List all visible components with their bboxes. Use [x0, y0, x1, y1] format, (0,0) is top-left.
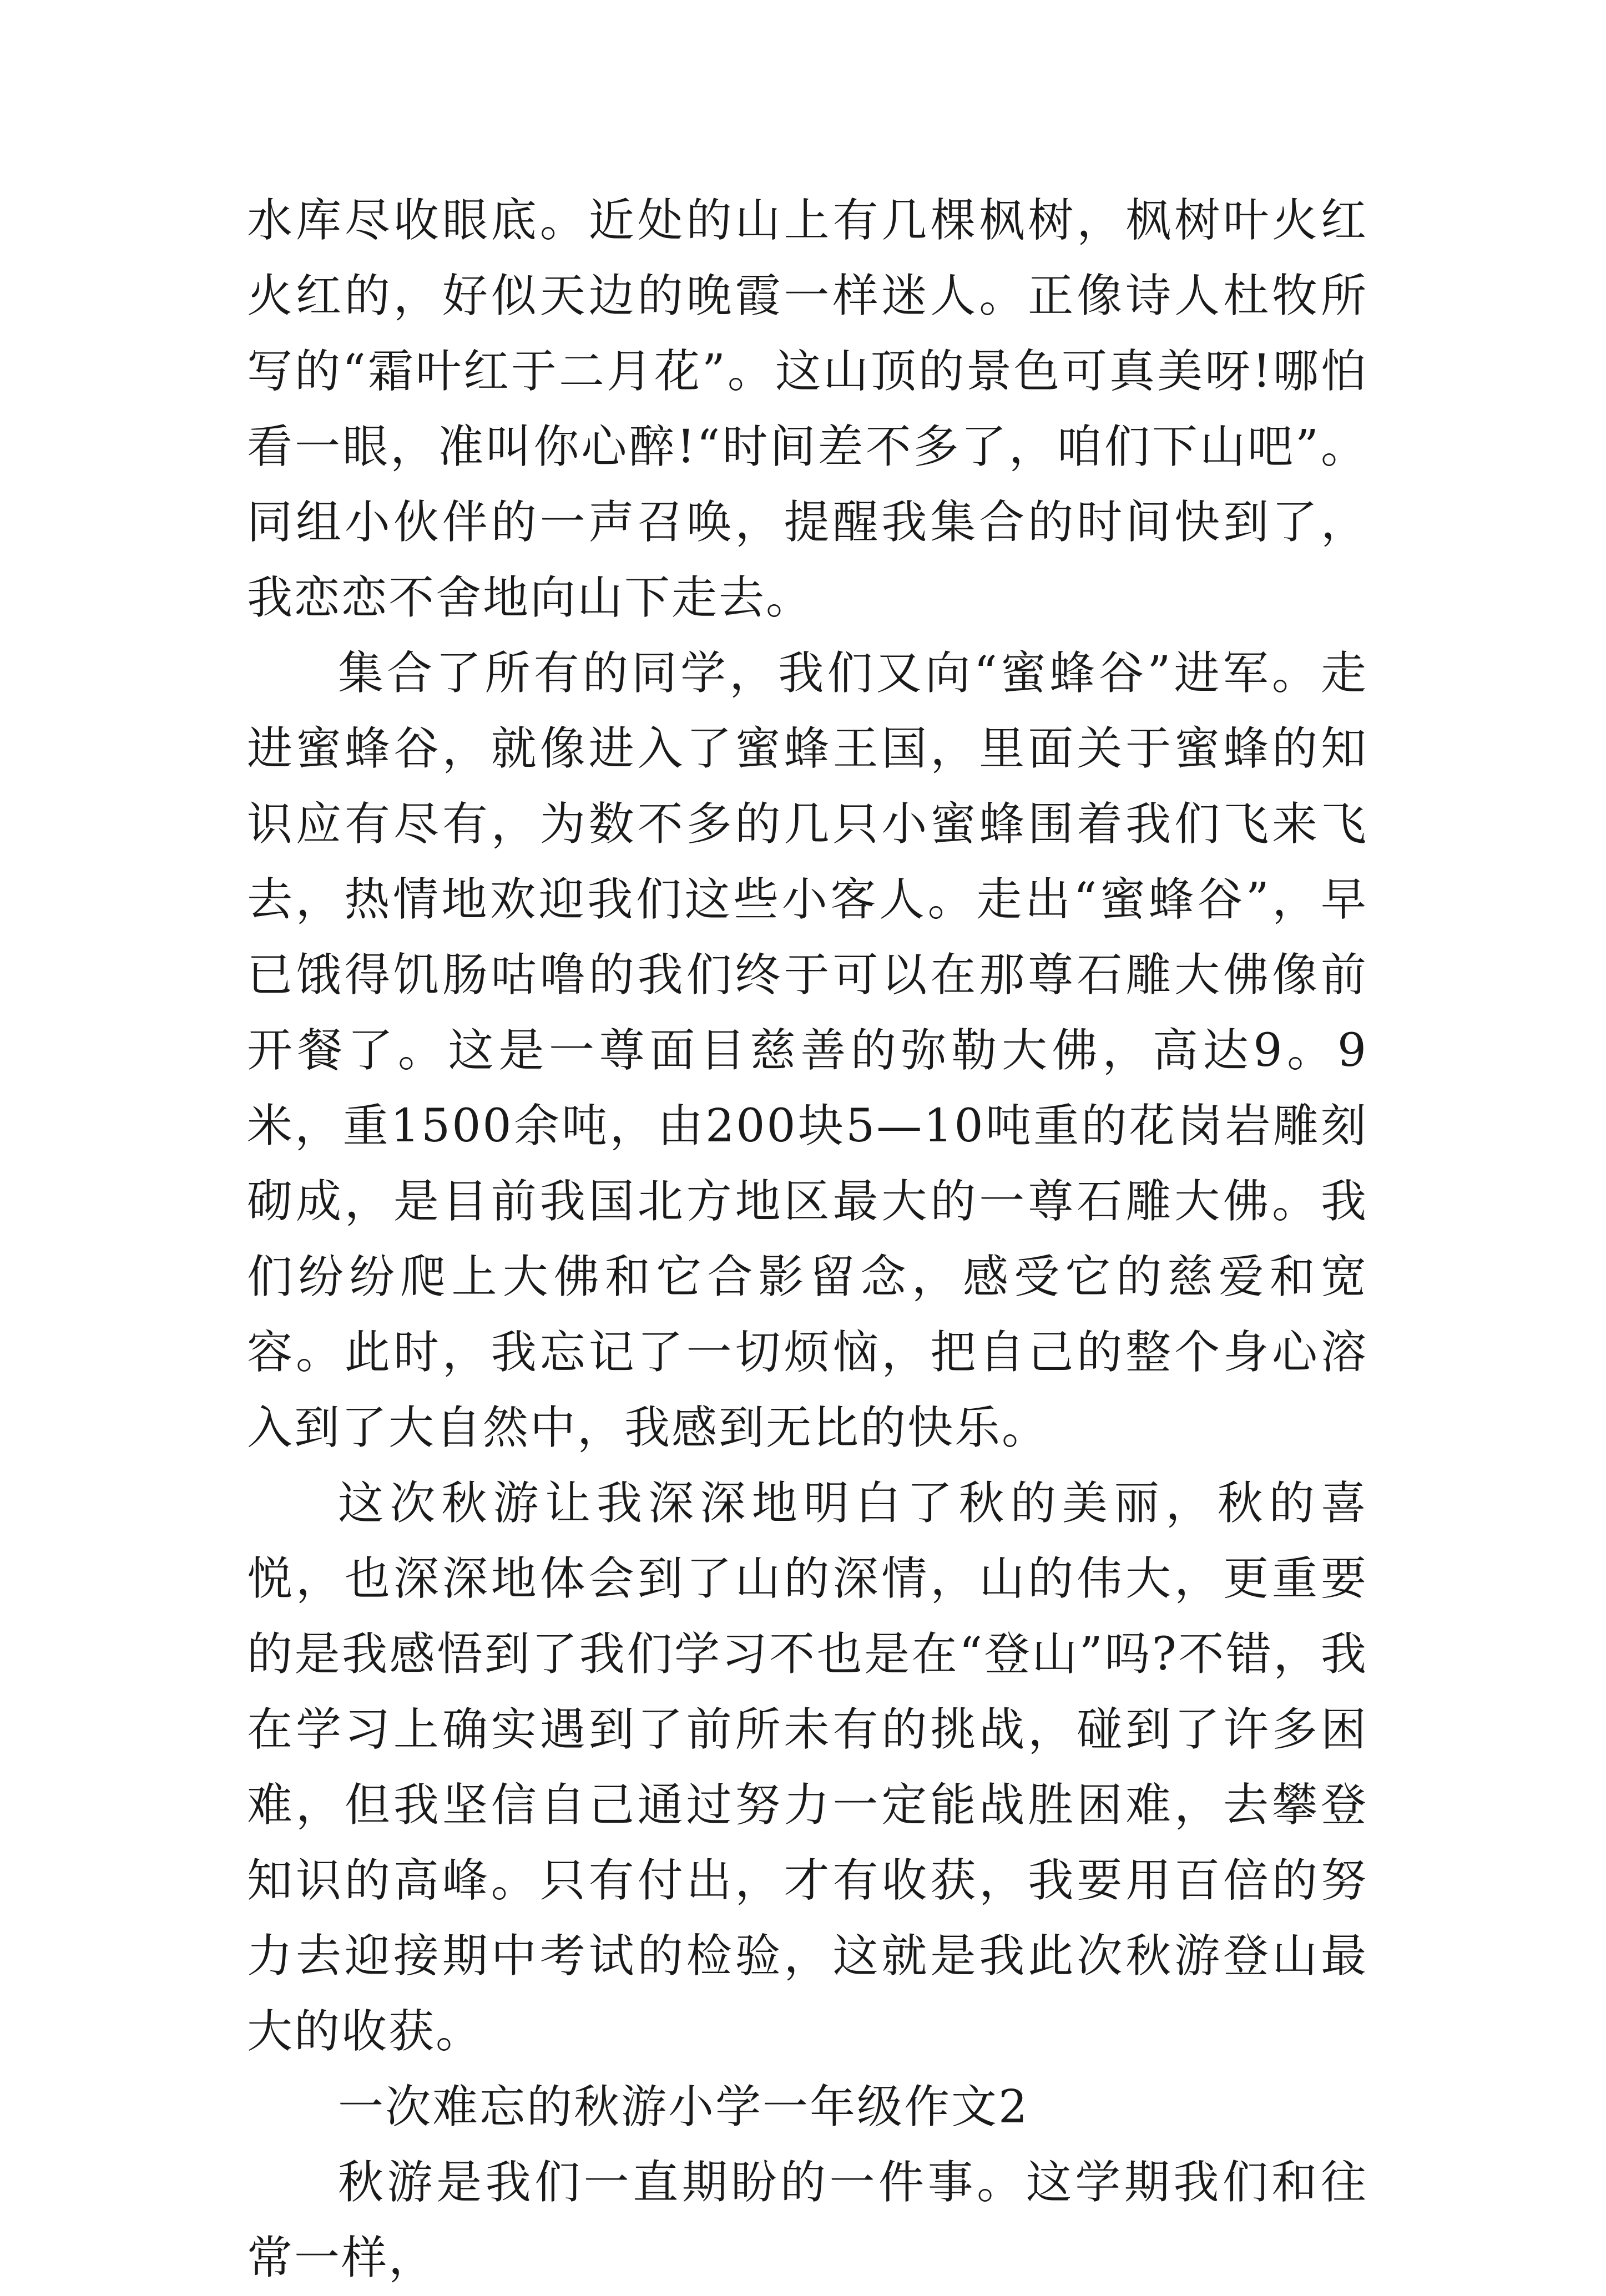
document-body	[247, 183, 1368, 2296]
paragraph-2: 集合了所有的同学，我们又向“蜜蜂谷”进军。走进蜜蜂谷，就像进入了蜜蜂王国，里面关于蜜蜂的知识应有尽有，为数不多的几只小蜜蜂围着我们飞来飞去，热情地欢迎我们这些小客人。走出“蜜蜂谷”，早已饿得饥肠咕噜的我们终于可以在那尊石雕大佛像前开餐了。这是一尊面目慈善的弥勒大佛，高达9。9米，重1500余吨，由200块5—10吨重的花岗岩雕刻砌成，是目前我国北方地区最大的一尊石雕大佛。我们纷纷爬上大佛和它合影留念，感受它的慈爱和宽容。此时，我忘记了一切烦恼，把自己的整个身心溶入到了大自然中，我感到无比的快乐。	[247, 647, 1368, 1454]
paragraph-4: 秋游是我们一直期盼的一件事。这学期我们和往常一样，	[247, 2156, 1368, 2284]
paragraph-1: 水库尽收眼底。近处的山上有几棵枫树，枫树叶火红火红的，好似天边的晚霞一样迷人。正像诗人杜牧所写的“霜叶红于二月花”。这山顶的景色可真美呀!哪怕看一眼，准叫你心醉!“时间差不多了，咱们下山吧”。同组小伙伴的一声召唤，提醒我集合的时间快到了，我恋恋不舍地向山下走去。	[247, 194, 1368, 624]
article-heading: 一次难忘的秋游小学一年级作文2	[338, 2081, 1029, 2133]
paragraph-3: 这次秋游让我深深地明白了秋的美丽，秋的喜悦，也深深地体会到了山的深情，山的伟大，更重要的是我感悟到了我们学习不也是在“登山”吗?不错，我在学习上确实遇到了前所未有的挑战，碰到了许多困难，但我坚信自己通过努力一定能战胜困难，去攀登知识的高峰。只有付出，才有收获，我要用百倍的努力去迎接期中考试的检验，这就是我此次秋游登山最大的收获。	[247, 1477, 1368, 2058]
